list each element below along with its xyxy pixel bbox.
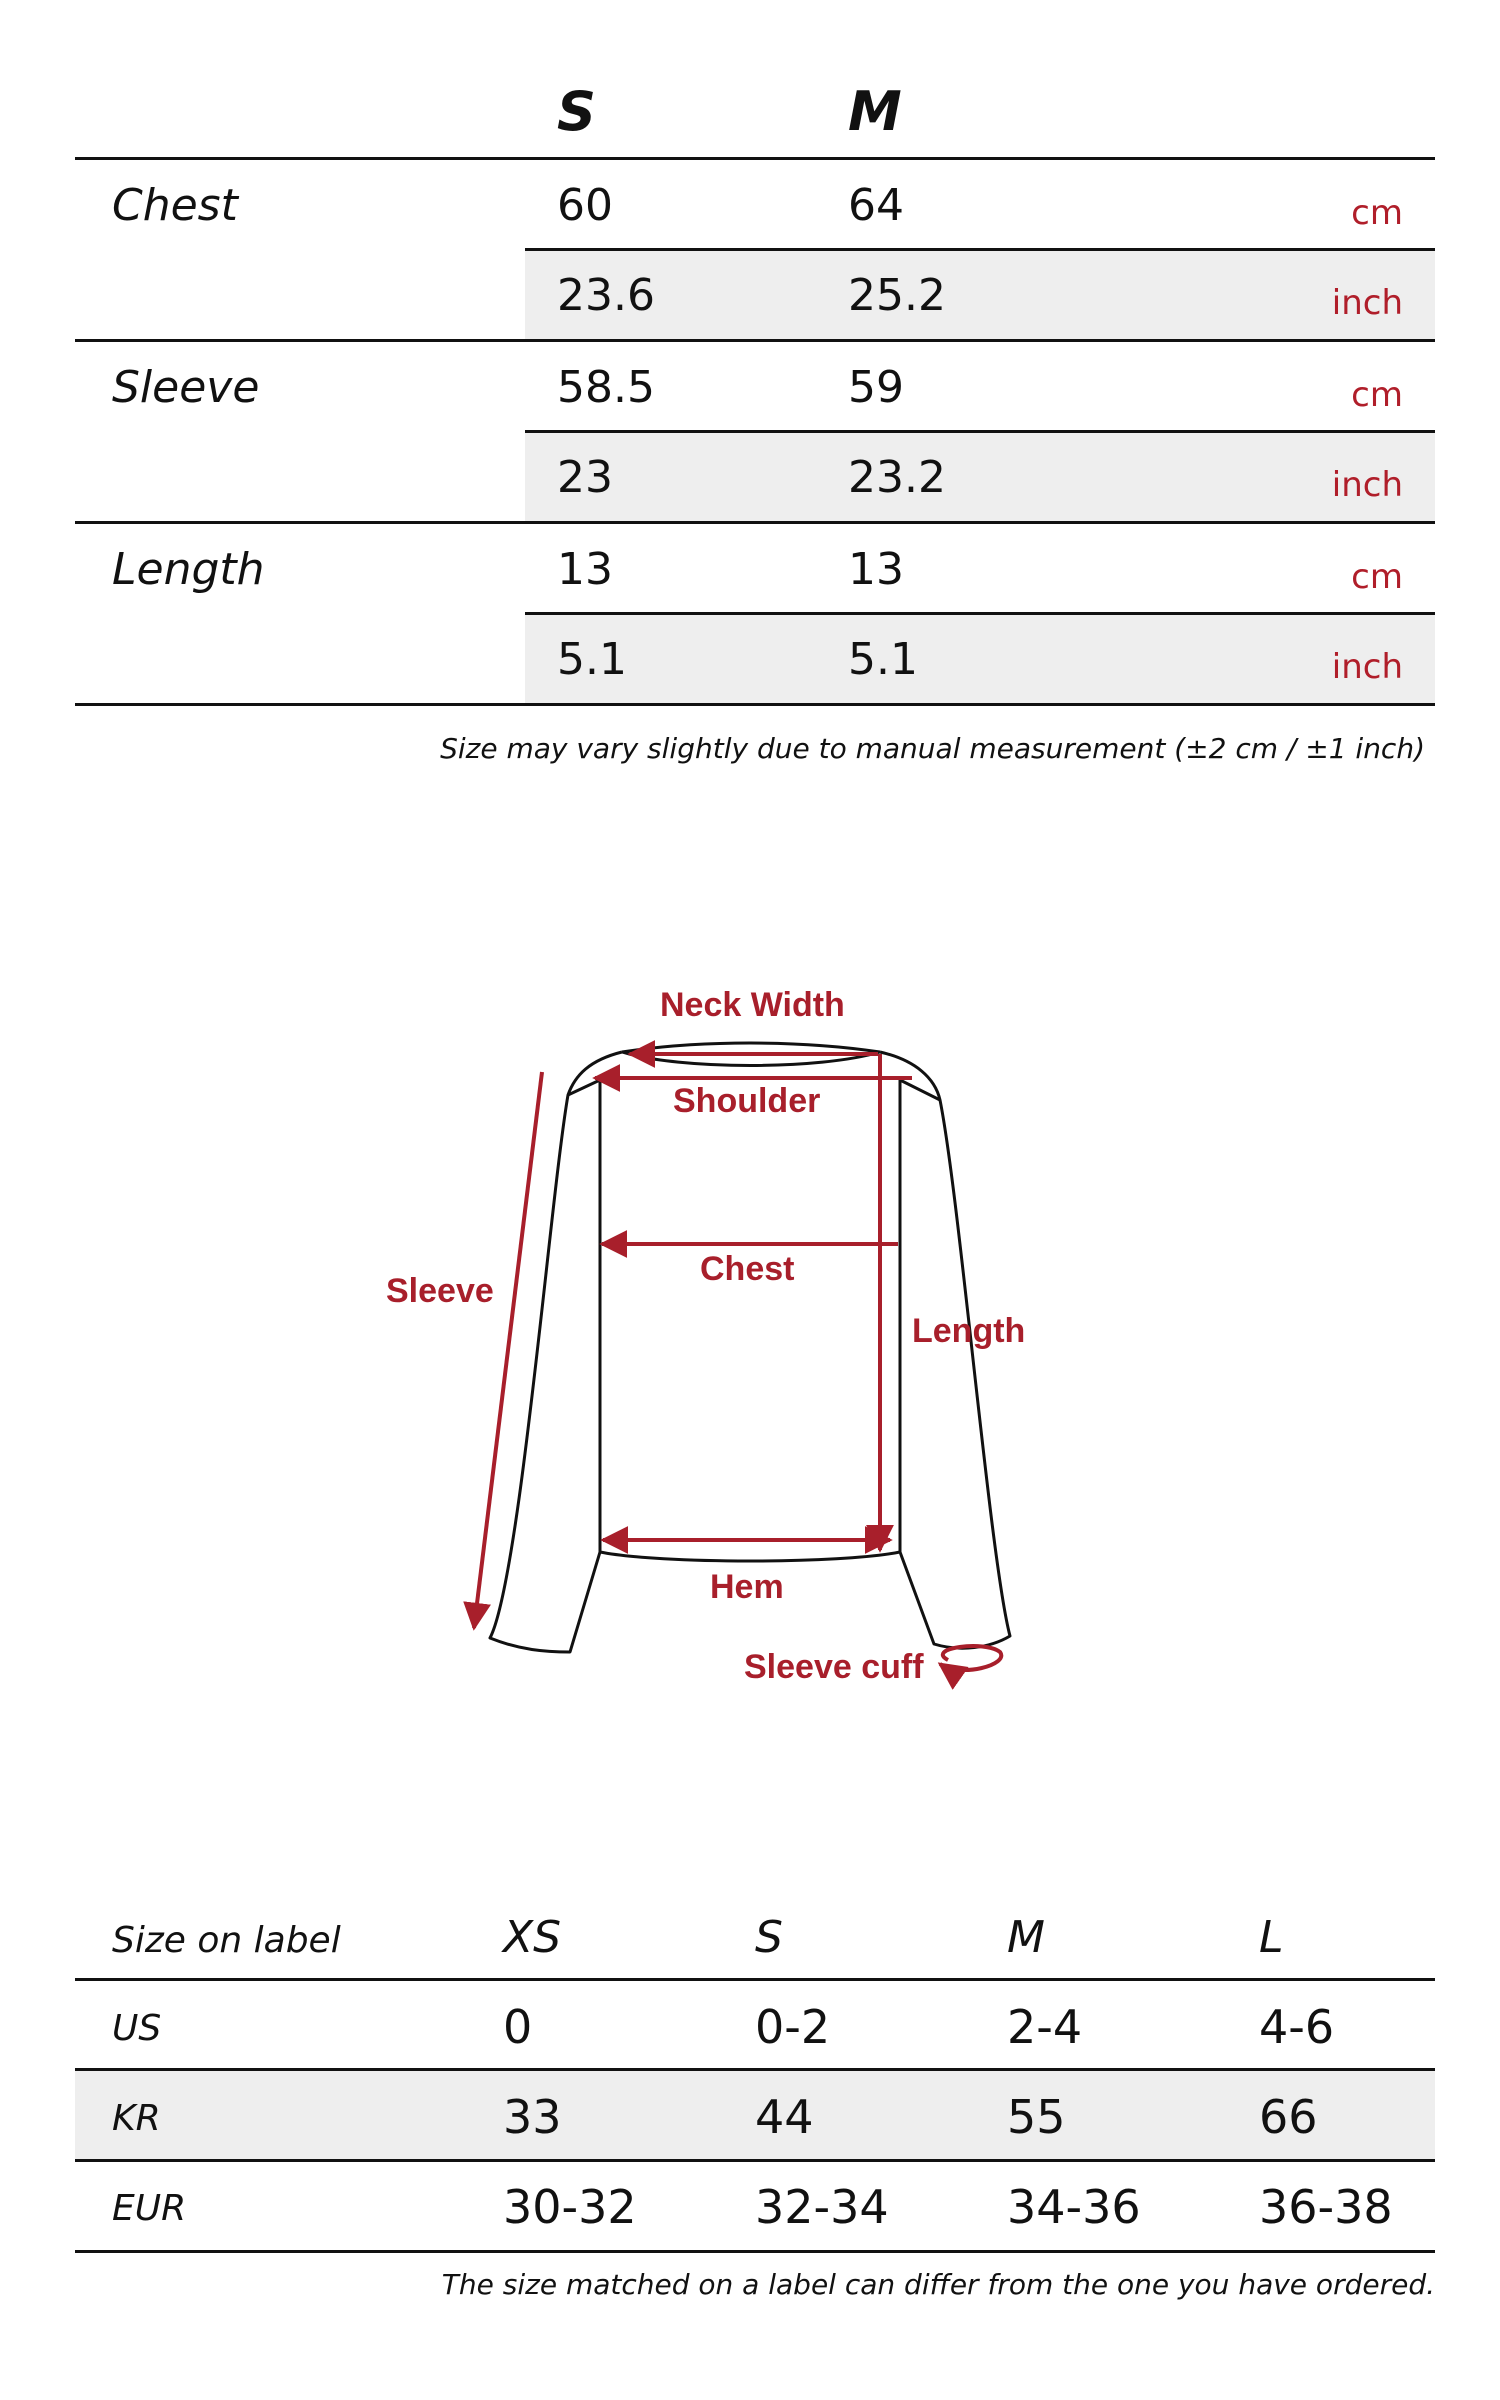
eur-s: 32-34	[755, 2180, 889, 2234]
sleeve-cuff-arrow	[940, 1646, 1001, 1670]
table-rule	[75, 157, 1435, 160]
size-on-label-heading: Size on label	[112, 1920, 341, 1961]
measure-label-chest: Chest	[112, 180, 238, 231]
sleeve-cm-m: 59	[848, 362, 904, 413]
unit-inch: inch	[1331, 283, 1403, 323]
country-eur: EUR	[112, 2188, 187, 2229]
label-neck-width: Neck Width	[660, 986, 845, 1024]
measure-label-sleeve: Sleeve	[112, 362, 260, 413]
size-header-s: S	[557, 80, 596, 143]
kr-m: 55	[1007, 2090, 1066, 2144]
us-xs: 0	[503, 2000, 533, 2054]
size-header-m: M	[848, 80, 902, 143]
unit-inch: inch	[1331, 647, 1403, 687]
chest-cm-m: 64	[848, 180, 904, 231]
table-rule	[525, 248, 1435, 251]
table-rule	[75, 2250, 1435, 2253]
table-rule	[525, 430, 1435, 433]
table-rule	[75, 2159, 1435, 2162]
eur-m: 34-36	[1007, 2180, 1141, 2234]
us-l: 4-6	[1259, 2000, 1335, 2054]
eur-l: 36-38	[1259, 2180, 1393, 2234]
length-cm-s: 13	[557, 544, 613, 595]
table-rule	[75, 2068, 1435, 2071]
measurement-note: Size may vary slightly due to manual measurement (±2 cm / ±1 inch)	[440, 732, 1425, 765]
country-kr: KR	[112, 2098, 161, 2139]
label-hem: Hem	[710, 1568, 784, 1606]
length-inch-s: 5.1	[557, 634, 627, 685]
label-sleeve: Sleeve	[386, 1272, 494, 1310]
conv-size-s: S	[755, 1912, 783, 1963]
chest-inch-s: 23.6	[557, 270, 655, 321]
label-length: Length	[912, 1312, 1026, 1350]
measure-label-length: Length	[112, 544, 265, 595]
eur-xs: 30-32	[503, 2180, 637, 2234]
conv-size-xs: XS	[503, 1912, 562, 1963]
table-rule	[75, 703, 1435, 706]
kr-s: 44	[755, 2090, 814, 2144]
table-rule	[525, 612, 1435, 615]
length-cm-m: 13	[848, 544, 904, 595]
length-inch-m: 5.1	[848, 634, 918, 685]
chest-inch-m: 25.2	[848, 270, 946, 321]
label-size-note: The size matched on a label can differ from the one you have ordered.	[441, 2268, 1435, 2301]
table-rule	[75, 339, 1435, 342]
unit-inch: inch	[1331, 465, 1403, 505]
label-shoulder: Shoulder	[673, 1082, 821, 1120]
sleeve-cm-s: 58.5	[557, 362, 655, 413]
garment-measurement-diagram	[0, 960, 1500, 1720]
unit-cm: cm	[1351, 193, 1403, 233]
sleeve-arrow	[474, 1072, 542, 1628]
conv-size-m: M	[1007, 1912, 1045, 1963]
us-m: 2-4	[1007, 2000, 1083, 2054]
us-s: 0-2	[755, 2000, 831, 2054]
kr-xs: 33	[503, 2090, 562, 2144]
label-chest: Chest	[700, 1250, 795, 1288]
sleeve-inch-m: 23.2	[848, 452, 946, 503]
country-us: US	[112, 2008, 162, 2049]
unit-cm: cm	[1351, 375, 1403, 415]
kr-l: 66	[1259, 2090, 1318, 2144]
table-rule	[75, 1978, 1435, 1981]
sleeve-inch-s: 23	[557, 452, 613, 503]
chest-cm-s: 60	[557, 180, 613, 231]
table-rule	[75, 521, 1435, 524]
unit-cm: cm	[1351, 557, 1403, 597]
label-sleeve-cuff: Sleeve cuff	[744, 1648, 924, 1686]
conv-size-l: L	[1259, 1912, 1284, 1963]
